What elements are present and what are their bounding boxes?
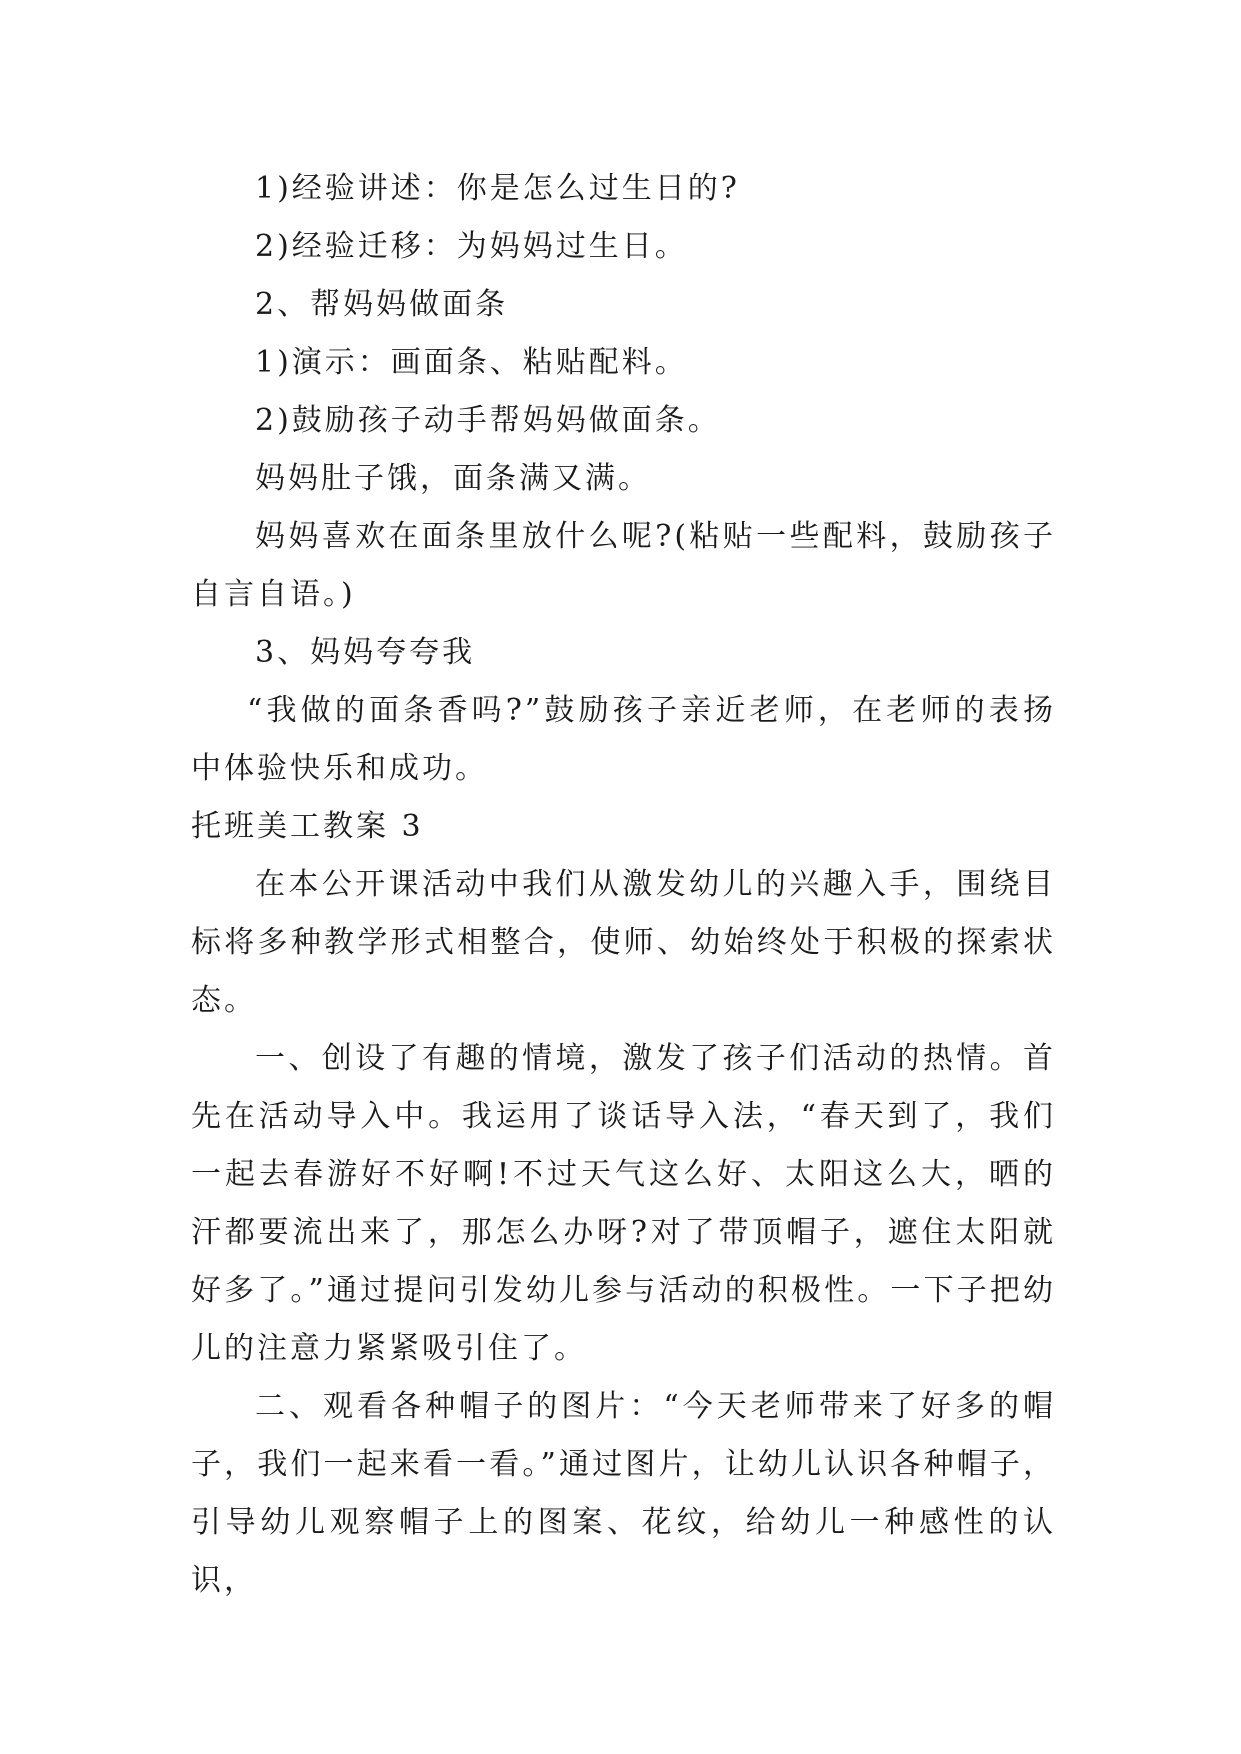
paragraph-introduction: 在本公开课活动中我们从激发幼儿的兴趣入手，围绕目标将多种教学形式相整合，使师、幼始终处于积极的探索状态。 [191, 867, 1056, 1018]
paragraph-experience-telling: 1)经验讲述：你是怎么过生日的? [255, 171, 740, 206]
paragraph-praise-quote: “我做的面条香吗?”鼓励孩子亲近老师，在老师的表扬中体验快乐和成功。 [191, 693, 1056, 786]
paragraph-point-one: 一、创设了有趣的情境，激发了孩子们活动的热情。首先在活动导入中。我运用了谈话导入法，“春天到了，我们一起去春游好不好啊!不过天气这么好、太阳这么大，晒的汗都要流出来了，那怎么办呀?对了带顶帽子，遮住太阳就好多了。”通过提问引发幼儿参与活动的积极性。一下子把幼儿的注意力紧紧吸引住了。 [191, 1041, 1056, 1366]
paragraph-question-ingredients: 妈妈喜欢在面条里放什么呢?(粘贴一些配料，鼓励孩子自言自语。) [191, 519, 1056, 612]
document-body [191, 160, 1056, 1610]
lesson-plan-heading: 托班美工教案 3 [191, 809, 424, 844]
section-title-praise: 3、妈妈夸夸我 [255, 635, 476, 670]
paragraph-demonstration: 1)演示：画面条、粘贴配料。 [255, 345, 688, 380]
section-title-make-noodles: 2、帮妈妈做面条 [255, 287, 509, 322]
paragraph-point-two: 二、观看各种帽子的图片：“今天老师带来了好多的帽子，我们一起来看一看。”通过图片，让幼儿认识各种帽子，引导幼儿观察帽子上的图案、花纹，给幼儿一种感性的认识， [191, 1389, 1056, 1598]
paragraph-rhyme: 妈妈肚子饿，面条满又满。 [255, 461, 651, 496]
paragraph-encourage-children: 2)鼓励孩子动手帮妈妈做面条。 [255, 403, 721, 438]
paragraph-experience-transfer: 2)经验迁移：为妈妈过生日。 [255, 229, 688, 264]
